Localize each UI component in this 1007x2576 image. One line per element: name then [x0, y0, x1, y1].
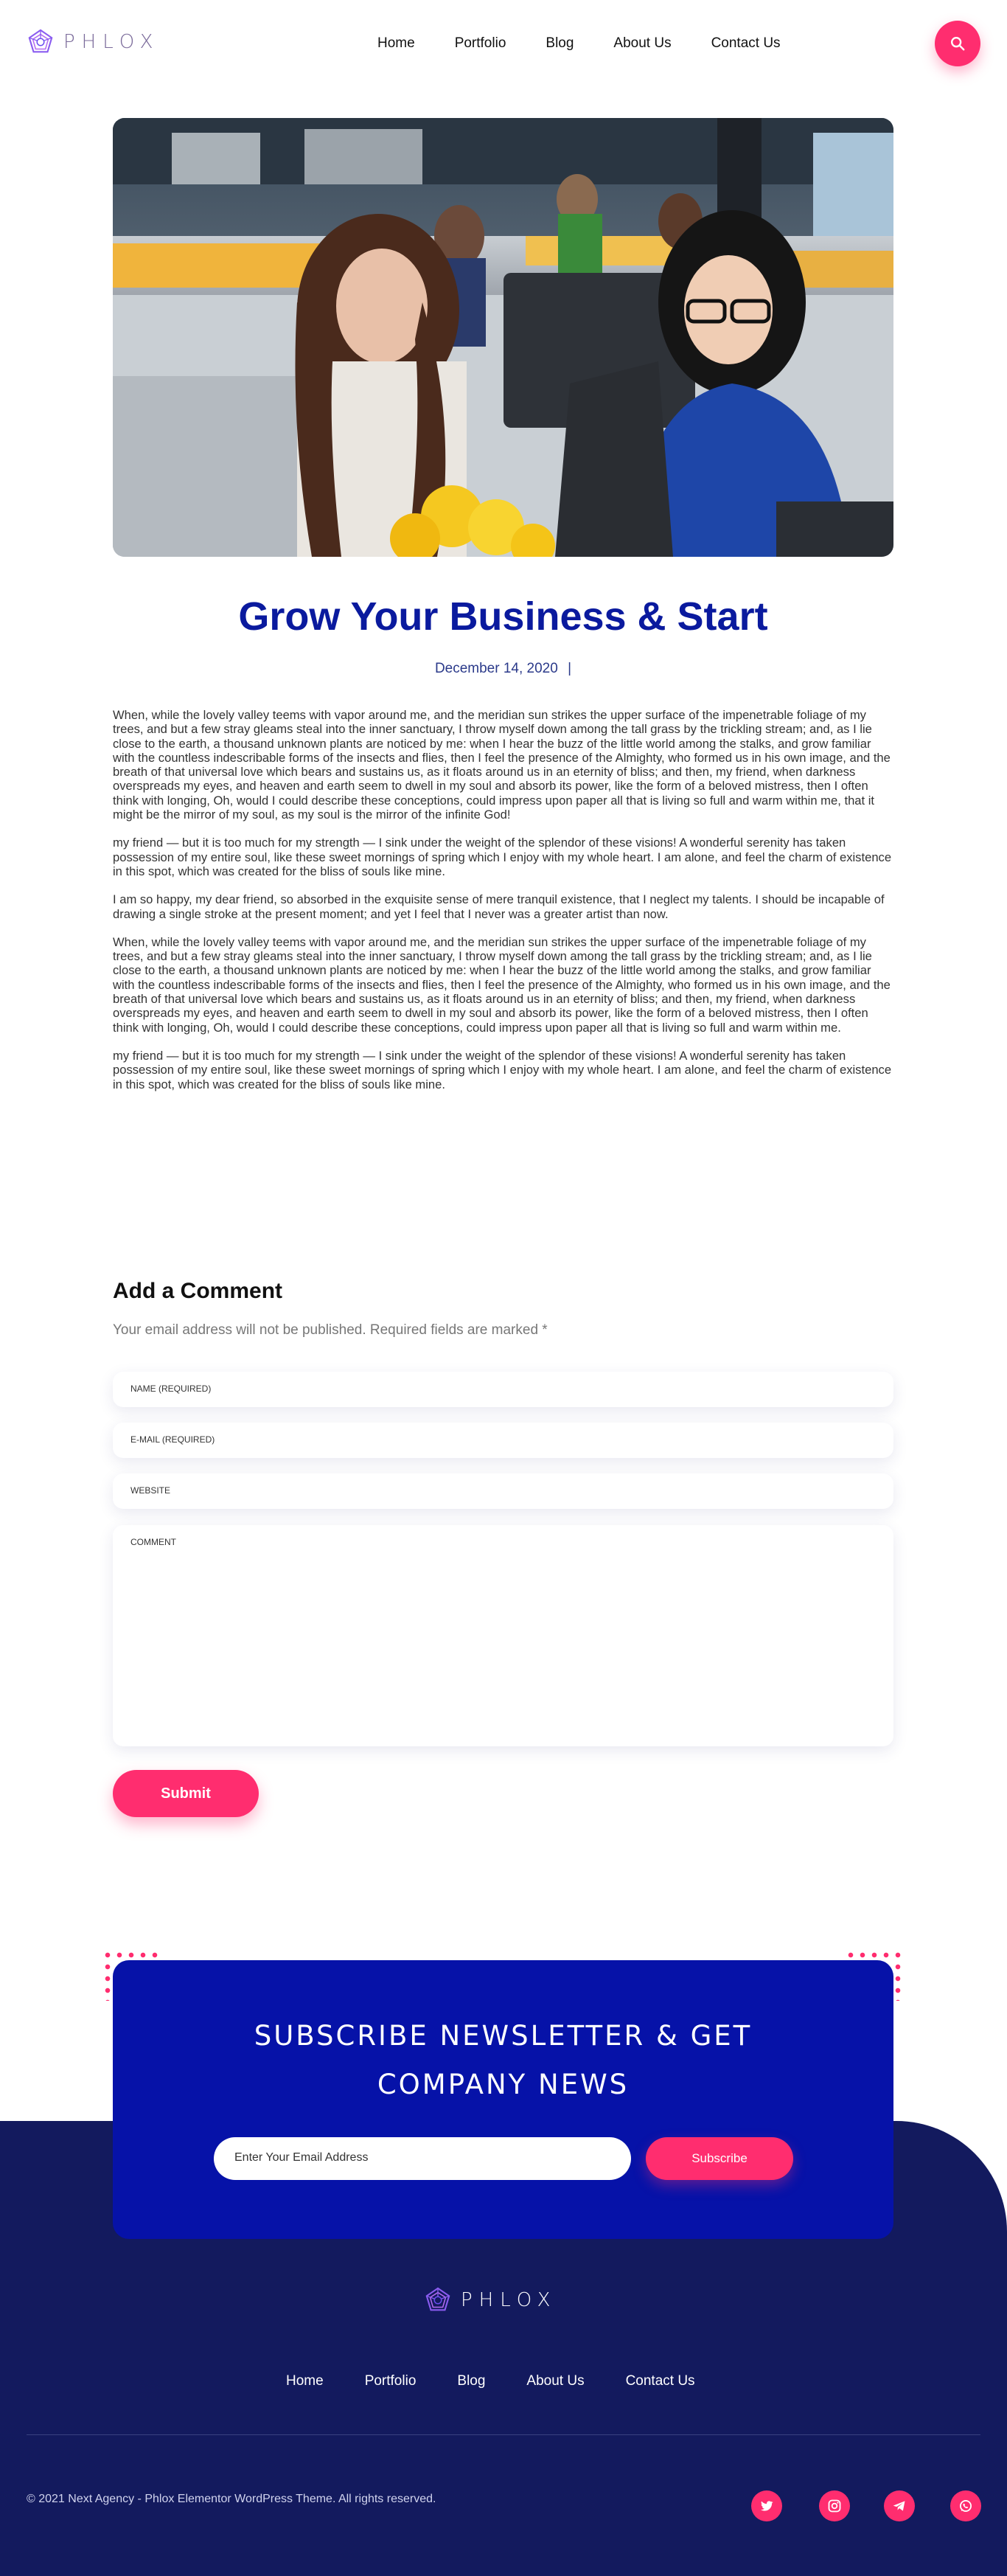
search-icon — [949, 35, 966, 52]
post-paragraph: When, while the lovely valley teems with vapor around me, and the meridian sun strikes the upper surface of the impenetrable foliage of my trees, and but a few stray gleams steal into the inner sanctuary, I throw myself down among the tall grass by the trickling stream; and, as I lie close to the earth, a thousand unknown plants are noticed by me: when I hear the buzz of the little world among the stalks, and grow familiar with the countless indescribable forms of the insects and flies, then I feel the presence of the Almighty, who formed us in his own image, and the breath of that universal love which bears and sustains us, as it floats around us in an eternity of bliss; and then, my friend, when darkness overspreads my eyes, and heaven and earth seem to dwell in my soul and absorb its power, like the form of a beloved mistress, then I often think with longing, Oh, would I could describe these conceptions, could impress upon paper all that is living so full and warm within me. — [113, 934, 891, 1035]
telegram-icon — [892, 2499, 907, 2513]
phlox-logo-icon — [27, 28, 55, 56]
post-meta — [113, 661, 893, 677]
main-nav — [377, 35, 820, 52]
newsletter-box — [113, 1960, 893, 2239]
instagram-button[interactable] — [819, 2490, 850, 2521]
post-paragraph: my friend — but it is too much for my strength — I sink under the weight of the splendor of these visions! A wonderful serenity has taken possession of my entire soul, like these sweet mornings of spring which I enjoy with my whole heart. I am alone, and feel the charm of existence in this spot, which was created for the bliss of souls like mine. — [113, 1048, 892, 1091]
instagram-icon — [827, 2499, 842, 2513]
newsletter-email-input[interactable]: Enter Your Email Address — [214, 2137, 631, 2180]
phlox-logo-icon — [424, 2286, 452, 2314]
footer-nav-home[interactable]: Home — [286, 2373, 324, 2389]
newsletter-title-line: COMPANY NEWS — [377, 2069, 630, 2100]
post-meta-separator: | — [568, 661, 572, 676]
subscribe-button[interactable]: Subscribe — [646, 2137, 793, 2180]
whatsapp-button[interactable] — [950, 2490, 981, 2521]
footer-nav-about-us[interactable]: About Us — [526, 2373, 585, 2389]
post-content — [113, 708, 893, 1105]
nav-contact-us[interactable]: Contact Us — [711, 35, 781, 51]
copyright-text: © 2021 Next Agency - Phlox Elementor WordPress Theme. All rights reserved. — [27, 2493, 436, 2505]
email-field[interactable]: E-MAIL (REQUIRED) — [113, 1423, 893, 1458]
comment-textarea[interactable]: COMMENT — [113, 1525, 893, 1746]
twitter-button[interactable] — [751, 2490, 782, 2521]
post-date[interactable]: December 14, 2020 — [434, 661, 558, 676]
nav-portfolio[interactable]: Portfolio — [454, 35, 506, 51]
logo-wordmark: PHLOX — [461, 2289, 557, 2311]
newsletter-title — [113, 2012, 893, 2109]
post-featured-image — [113, 118, 893, 557]
newsletter-title-line: SUBSCRIBE NEWSLETTER & GET — [254, 2020, 753, 2052]
comment-heading: Add a Comment — [113, 1279, 283, 1303]
post-title: Grow Your Business & Start — [238, 594, 768, 639]
post-paragraph: When, while the lovely valley teems with vapor around me, and the meridian sun strikes the upper surface of the impenetrable foliage of my trees, and but a few stray gleams steal into the inner sanctuary, I throw myself down among the tall grass by the trickling stream; and, as I lie close to the earth, a thousand unknown plants are noticed by me: when I hear the buzz of the little world among the stalks, and grow familiar with the countless indescribable forms of the insects and flies, then I feel the presence of the Almighty, who formed us in his own image, and the breath of that universal love which bears and sustains us, as it floats around us in an eternity of bliss; and then, my friend, when darkness overspreads my eyes, and heaven and earth seem to dwell in my soul and absorb its power, like the form of a beloved mistress, then I often think with longing, Oh, would I could describe these conceptions, could impress upon paper all that is living so full and warm within me, that it might be the mirror of my soul, as my soul is the mirror of the infinite God! — [113, 708, 891, 822]
footer-divider — [27, 2434, 980, 2435]
logo-wordmark: PHLOX — [63, 31, 160, 53]
search-button[interactable] — [935, 21, 980, 66]
comment-note: Your email address will not be published. Required fields are marked * — [113, 1322, 548, 1338]
nav-about-us[interactable]: About Us — [613, 35, 672, 51]
footer-logo[interactable] — [424, 2286, 557, 2314]
site-logo[interactable] — [27, 28, 159, 56]
name-field[interactable]: NAME (REQUIRED) — [113, 1372, 893, 1407]
whatsapp-icon — [958, 2499, 973, 2513]
footer-nav-contact-us[interactable]: Contact Us — [625, 2373, 695, 2389]
telegram-button[interactable] — [884, 2490, 915, 2521]
nav-home[interactable]: Home — [377, 35, 415, 51]
footer-nav — [286, 2373, 736, 2389]
post-paragraph: I am so happy, my dear friend, so absorbed in the exquisite sense of mere tranquil existence, that I neglect my talents. I should be incapable of drawing a single stroke at the present moment; and yet I feel that I never was a greater artist than now. — [113, 892, 885, 921]
footer-nav-portfolio[interactable]: Portfolio — [364, 2373, 417, 2389]
submit-button[interactable]: Submit — [113, 1770, 259, 1817]
twitter-icon — [759, 2499, 774, 2513]
site-header — [0, 0, 1007, 88]
footer-nav-blog[interactable]: Blog — [457, 2373, 486, 2389]
website-field[interactable]: WEBSITE — [113, 1473, 893, 1509]
post-paragraph: my friend — but it is too much for my strength — I sink under the weight of the splendor of these visions! A wonderful serenity has taken possession of my entire soul, like these sweet mornings of spring which I enjoy with my whole heart. I am alone, and feel the charm of existence in this spot, which was created for the bliss of souls like mine. — [113, 836, 892, 878]
nav-blog[interactable]: Blog — [546, 35, 574, 51]
hero-photo — [113, 118, 893, 557]
